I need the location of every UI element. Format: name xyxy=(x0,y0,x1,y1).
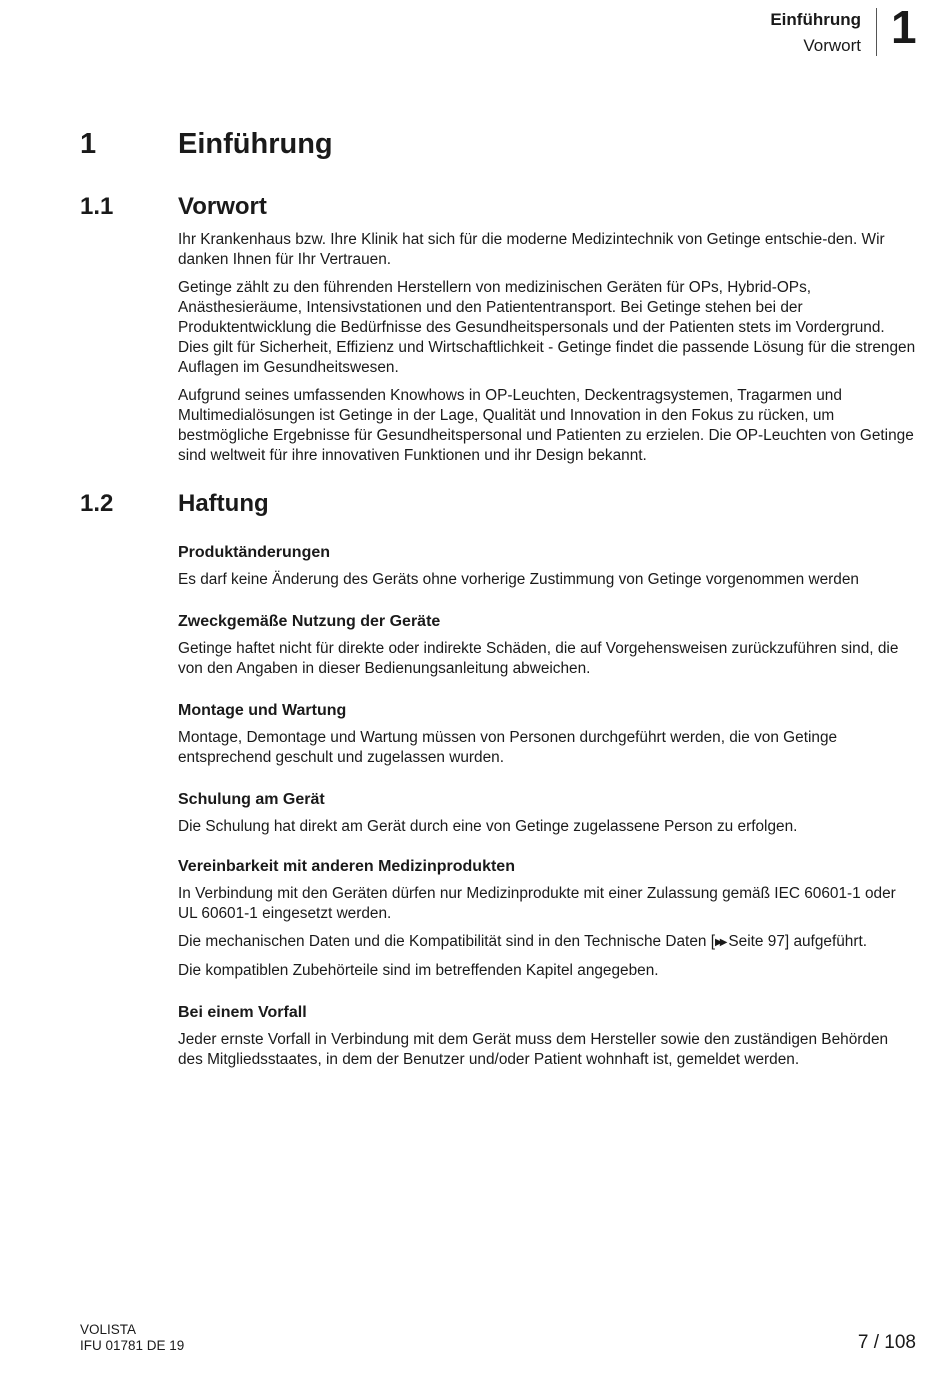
footer-doc-id: IFU 01781 DE 19 xyxy=(80,1338,185,1353)
paragraph: Die Schulung hat direkt am Gerät durch eine von Getinge zugelassene Person zu erfolgen. xyxy=(178,818,798,835)
footer-document-info xyxy=(80,1322,184,1354)
subheading: Produktänderungen xyxy=(178,544,331,561)
paragraph: Jeder ernste Vorfall in Verbindung mit dem Gerät muss dem Hersteller sowie den zuständigen Behörden des Mitgliedsstaates, in dem der Benutzer und/oder Patient wohnhaft ist, gemeldet werden. xyxy=(178,1031,889,1068)
header-section-title: Vorwort xyxy=(803,36,861,55)
running-header xyxy=(0,1,950,68)
crossref-text-after: ] aufgeführt. xyxy=(784,933,868,950)
header-divider xyxy=(876,8,877,56)
subheading: Bei einem Vorfall xyxy=(178,1004,307,1021)
header-chapter-number: 1 xyxy=(891,1,917,53)
section-title: Vorwort xyxy=(178,193,267,220)
section-number: 1.2 xyxy=(80,490,114,517)
liability-block xyxy=(178,790,916,837)
section-number: 1.1 xyxy=(80,193,114,220)
page-reference-link[interactable] xyxy=(715,933,785,950)
paragraph: Es darf keine Änderung des Geräts ohne vorherige Zustimmung von Getinge vorgenommen werden xyxy=(178,571,859,588)
section-title: Haftung xyxy=(178,490,269,517)
liability-block xyxy=(178,612,916,679)
page-number: 7 / 108 xyxy=(857,1332,916,1353)
paragraph: Ihr Krankenhaus bzw. Ihre Klinik hat sich für die moderne Medizintechnik von Getinge entschie-den. Wir danken Ihnen für Ihr Vertrauen. xyxy=(178,231,885,268)
footer-product: VOLISTA xyxy=(80,1322,137,1337)
section-1-1-body xyxy=(178,230,916,474)
header-chapter-title: Einführung xyxy=(770,10,861,29)
subheading: Vereinbarkeit mit anderen Medizinprodukten xyxy=(178,858,515,875)
chapter-title: Einführung xyxy=(178,128,333,160)
paragraph: In Verbindung mit den Geräten dürfen nur Medizinprodukte mit einer Zulassung gemäß IEC 60601-1 oder UL 60601-1 eingesetzt werden. xyxy=(178,885,896,922)
liability-block xyxy=(178,857,916,981)
subheading: Montage und Wartung xyxy=(178,702,347,719)
liability-block xyxy=(178,701,916,768)
paragraph: Die kompatiblen Zubehörteile sind im betreffenden Kapitel angegeben. xyxy=(178,962,659,979)
crossref-paragraph xyxy=(178,932,916,953)
paragraph: Montage, Demontage und Wartung müssen von Personen durchgeführt werden, die von Getinge entsprechend geschult und zugelassen wurden. xyxy=(178,729,838,766)
subheading: Schulung am Gerät xyxy=(178,791,325,808)
crossref-text-before: Die mechanischen Daten und die Kompatibilität sind in den Technische Daten [ xyxy=(178,933,716,950)
paragraph: Aufgrund seines umfassenden Knowhows in OP-Leuchten, Deckentragsystemen, Tragarmen und Multimedialösungen ist Getinge in der Lage, Qualität und Innovation in den Fokus zu rücken, um bestmögliche Ergebnisse für Gesundheitspersonal und Patienten zu erzielen. Die OP-Leuchten von Getinge sind weltweit für ihre innovativen Funktionen und ihr Design bekannt. xyxy=(178,387,914,464)
chapter-number: 1 xyxy=(80,128,97,160)
liability-block xyxy=(178,543,916,590)
liability-block xyxy=(178,1003,916,1070)
page-reference-label: Seite 97 xyxy=(728,933,785,950)
double-arrow-icon: ▶▶ xyxy=(715,937,725,948)
section-1-2-body xyxy=(178,543,916,1092)
subheading: Zweckgemäße Nutzung der Geräte xyxy=(178,613,441,630)
paragraph: Getinge haftet nicht für direkte oder indirekte Schäden, die auf Vorgehensweisen zurückzuführen sind, die von den Angaben in dieser Bedienungsanleitung abweichen. xyxy=(178,640,899,677)
paragraph: Getinge zählt zu den führenden Herstellern von medizinischen Geräten für OPs, Hybrid-OPs, Anästhesieräume, Intensivstationen und den Patiententransport. Bei Getinge stehen bei der Produktentwicklung die Bedürfnisse des Gesundheitspersonals und der Patienten stets im Vordergrund. Dies gilt für Sicherheit, Effizienz und Wirtschaftlichkeit - Getinge findet die passende Lösung für die strengen Auflagen im Gesundheitswesen. xyxy=(178,279,916,376)
